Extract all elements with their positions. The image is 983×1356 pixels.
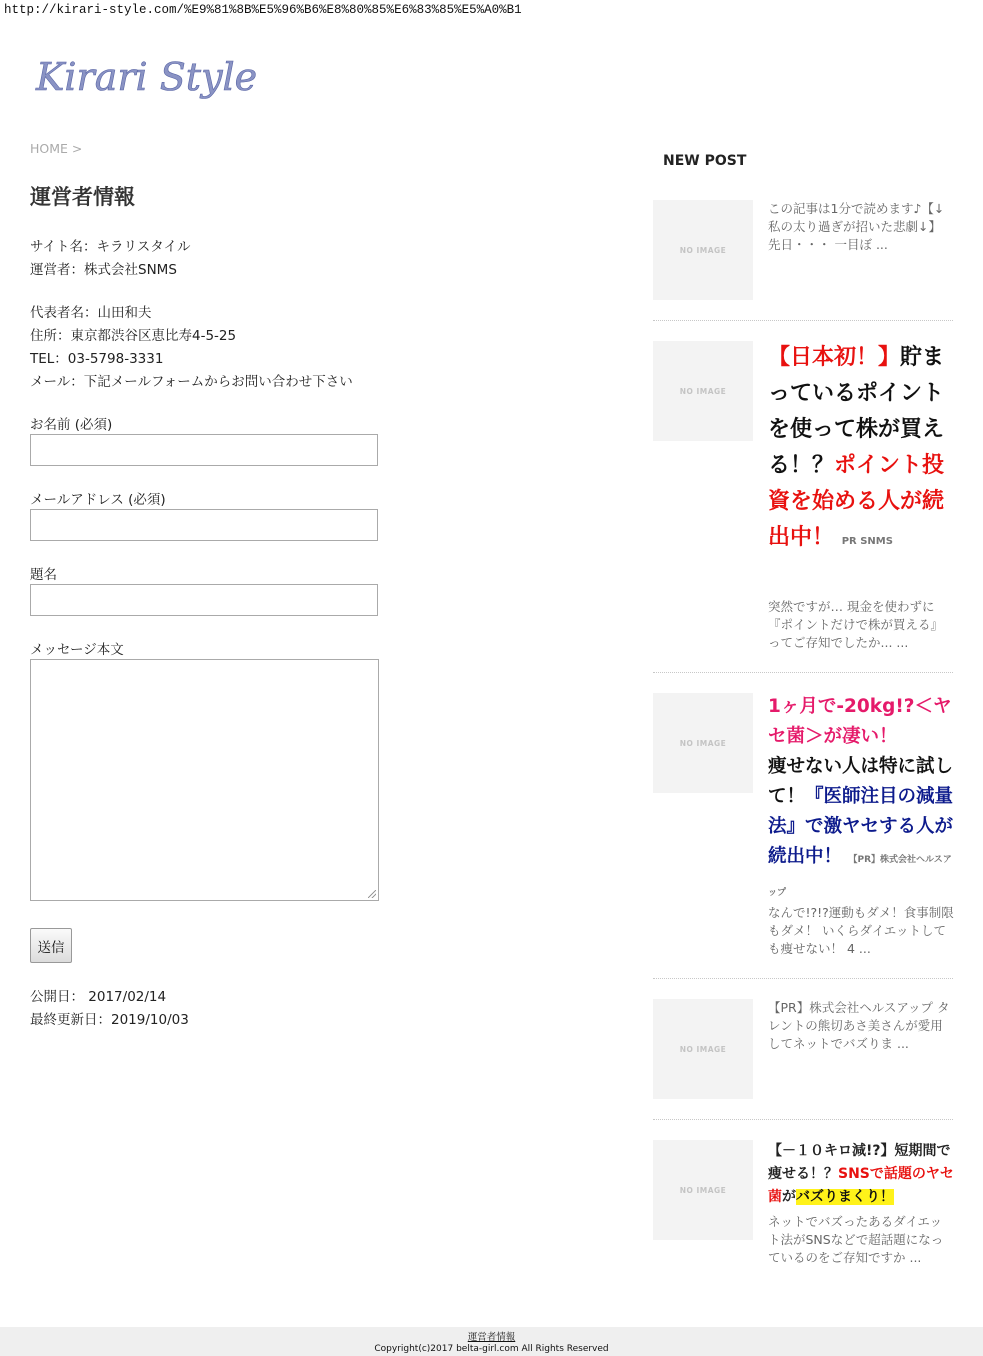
- post-title-part: 『医師注目の減量法』: [768, 786, 954, 837]
- post-title[interactable]: [768, 340, 954, 560]
- post-title-part: が: [782, 1189, 796, 1205]
- email-input[interactable]: [30, 509, 378, 541]
- post-tag: PR SNMS: [841, 536, 893, 547]
- post-thumbnail[interactable]: NO IMAGE: [653, 1140, 753, 1240]
- post-excerpt[interactable]: 突然ですが… 現金を使わずに『ポイントだけで株が買える』ってご存知でしたか... ...: [768, 599, 944, 650]
- post-title-part: 【日本初！】: [768, 345, 901, 370]
- page-title: 運営者情報: [30, 185, 135, 209]
- info-operator: 運営者：株式会社SNMS: [30, 262, 177, 278]
- name-input[interactable]: [30, 434, 378, 466]
- sidebar-title: NEW POST: [663, 153, 747, 169]
- message-textarea[interactable]: [30, 659, 379, 901]
- footer: [0, 1327, 983, 1356]
- post-title[interactable]: [768, 1140, 954, 1209]
- post-thumbnail[interactable]: NO IMAGE: [653, 693, 753, 793]
- info-site-name: サイト名：キラリスタイル: [30, 239, 191, 255]
- name-label: お名前 (必須): [30, 417, 113, 433]
- post-excerpt[interactable]: 【PR】株式会社ヘルスアップ タレントの熊切あさ美さんが愛用してネットでバズりま ...: [768, 1000, 950, 1051]
- post-title-part: ポイント投資を始める人が続出中！: [768, 453, 945, 550]
- address-bar-url[interactable]: http://kirari-style.com/%E9%81%8B%E5%96%B6%E8%80%85%E6%83%85%E5%A0%B1: [4, 3, 522, 17]
- divider: [653, 672, 953, 673]
- divider: [653, 1119, 953, 1120]
- info-mail: メール：下記メールフォームからお問い合わせ下さい: [30, 374, 353, 390]
- updated-date: 最終更新日：2019/10/03: [30, 1012, 189, 1028]
- post-title-part: 1ヶ月で-20kg!?＜ヤセ菌＞が凄い！: [768, 696, 952, 747]
- info-representative: 代表者名：山田和夫: [30, 305, 152, 321]
- post-tag: 【PR】株式会社ヘルスアップ: [768, 855, 952, 898]
- email-label: メールアドレス (必須): [30, 492, 166, 508]
- post-title-part: 【－１０キロ減!?】短期間で痩せる！？: [768, 1143, 951, 1182]
- post-thumbnail[interactable]: NO IMAGE: [653, 999, 753, 1099]
- svg-text:Kirari Style: Kirari Style: [36, 55, 258, 99]
- published-date: 公開日： 2017/02/14: [30, 989, 167, 1005]
- post-title-part: SNSで話題のヤセ菌: [768, 1166, 954, 1205]
- post-title-part: で激ヤセする人が続出中！: [768, 816, 954, 867]
- post-title-part: 貯まっているポイントを使って株が買える！？: [768, 345, 945, 478]
- info-address: 住所：東京都渋谷区恵比寿4-5-25: [30, 328, 237, 344]
- post-thumbnail[interactable]: NO IMAGE: [653, 341, 753, 441]
- divider: [653, 978, 953, 979]
- footer-link-operator-info[interactable]: 運営者情報: [467, 1332, 516, 1343]
- info-tel: TEL：03-5798-3331: [30, 351, 164, 367]
- post-thumbnail[interactable]: NO IMAGE: [653, 200, 753, 300]
- subject-label: 題名: [30, 567, 57, 583]
- post-title-part: 痩せない人は特に試して！: [768, 756, 954, 807]
- post-excerpt[interactable]: なんで!?!?運動もダメ！食事制限もダメ！ いくらダイエットしても痩せない！ 4 ...: [768, 905, 954, 956]
- post-excerpt[interactable]: この記事は1分で読めます♪【↓私の太り過ぎが招いた悲劇↓】 先日・・・ 一目ぼ ...: [768, 201, 945, 252]
- divider: [653, 320, 953, 321]
- submit-button[interactable]: 送信: [30, 928, 72, 963]
- post-excerpt[interactable]: ネットでバズったあるダイエット法がSNSなどで超話題になっているのをご存知ですか ...: [768, 1214, 944, 1265]
- site-logo[interactable]: [34, 50, 274, 108]
- message-label: メッセージ本文: [30, 642, 124, 658]
- copyright: Copyright(c)2017 belta-girl.com All Rights Reserved: [374, 1344, 609, 1354]
- breadcrumb-home[interactable]: HOME >: [30, 141, 83, 156]
- resize-handle-icon[interactable]: [368, 890, 376, 898]
- post-title[interactable]: [768, 692, 954, 908]
- subject-input[interactable]: [30, 584, 378, 616]
- post-title-highlight: バズりまくり！: [796, 1189, 894, 1205]
